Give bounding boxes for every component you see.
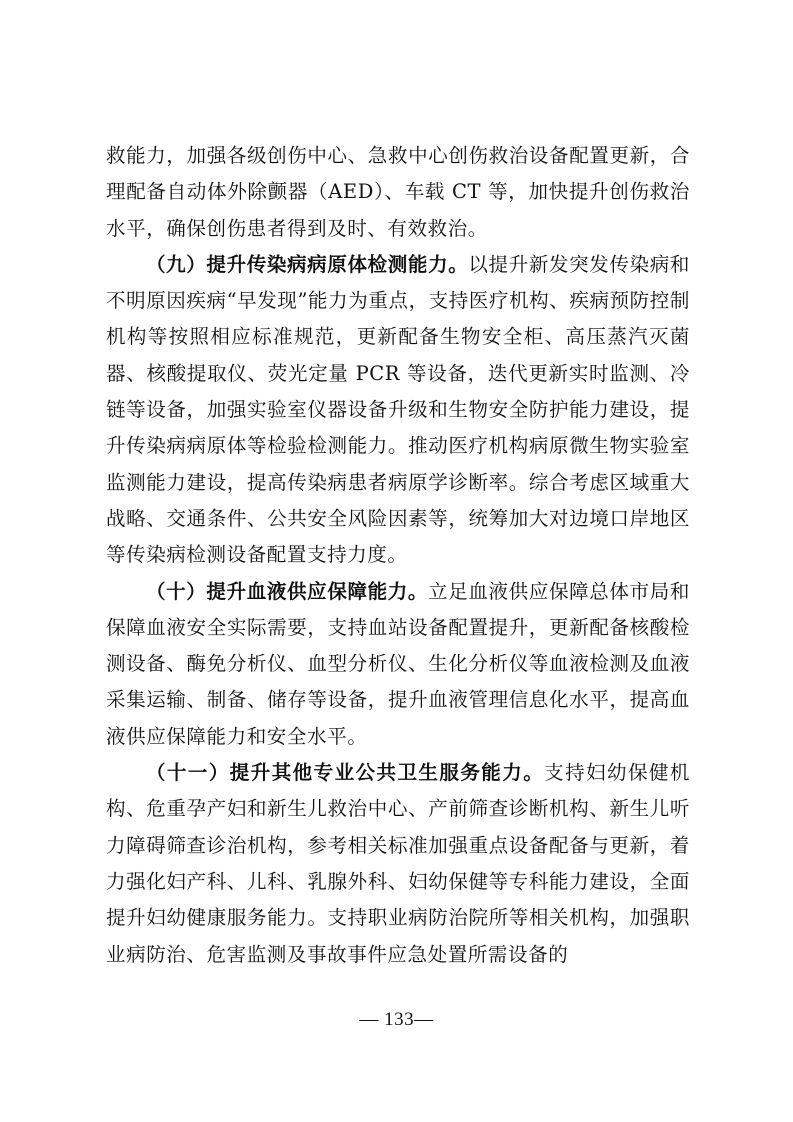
page-number: — 133— [359, 1009, 434, 1030]
paragraph-text: 救能力，加强各级创伤中心、急救中心创伤救治设备配置更新，合理配备自动体外除颤器（AED）、车载 CT 等，加快提升创伤救治水平，确保创伤患者得到及时、有效救治。 [106, 144, 690, 240]
paragraph-section-9 [106, 247, 690, 574]
paragraph-text: 以提升新发突发传染病和不明原因疾病“早发现”能力为重点，支持医疗机构、疾病预防控制机构等按照相应标准规范，更新配备生物安全柜、高压蒸汽灭菌器、核酸提取仪、荧光定量 PCR 等设备，迭代更新实时监测、冷链等设备，加强实验室仪器设备升级和生物安全防护能力建设，提升传染病病原体等检验检测能力。推动医疗机构病原微生物实验室监测能力建设，提高传染病患者病原学诊断率。综合考虑区域重大战略、交通条件、公共安全风险因素等，统筹加大对边境口岸地区等传染病检测设备配置支持力度。 [106, 252, 690, 567]
paragraph-section-10 [106, 574, 690, 755]
paragraph-section-11 [106, 755, 690, 973]
section-heading: （九）提升传染病病原体检测能力。 [145, 252, 469, 276]
section-heading: （十）提升血液供应保障能力。 [145, 579, 429, 603]
paragraph-continuation [106, 138, 690, 247]
paragraph-text: 支持妇幼保健机构、危重孕产妇和新生儿救治中心、产前筛查诊断机构、新生儿听力障碍筛查诊治机构，参考相关标准加强重点设备配备与更新，着力强化妇产科、儿科、乳腺外科、妇幼保健等专科能力建设，全面提升妇幼健康服务能力。支持职业病防治院所等相关机构，加强职业病防治、危害监测及事故事件应急处置所需设备的 [106, 761, 690, 966]
document-body [106, 138, 690, 973]
paragraph-text: 立足血液供应保障总体市局和保障血液安全实际需要，支持血站设备配置提升，更新配备核酸检测设备、酶免分析仪、血型分析仪、生化分析仪等血液检测及血液采集运输、制备、储存等设备，提升血液管理信息化水平，提高血液供应保障能力和安全水平。 [106, 579, 690, 748]
section-heading: （十一）提升其他专业公共卫生服务能力。 [145, 761, 545, 785]
